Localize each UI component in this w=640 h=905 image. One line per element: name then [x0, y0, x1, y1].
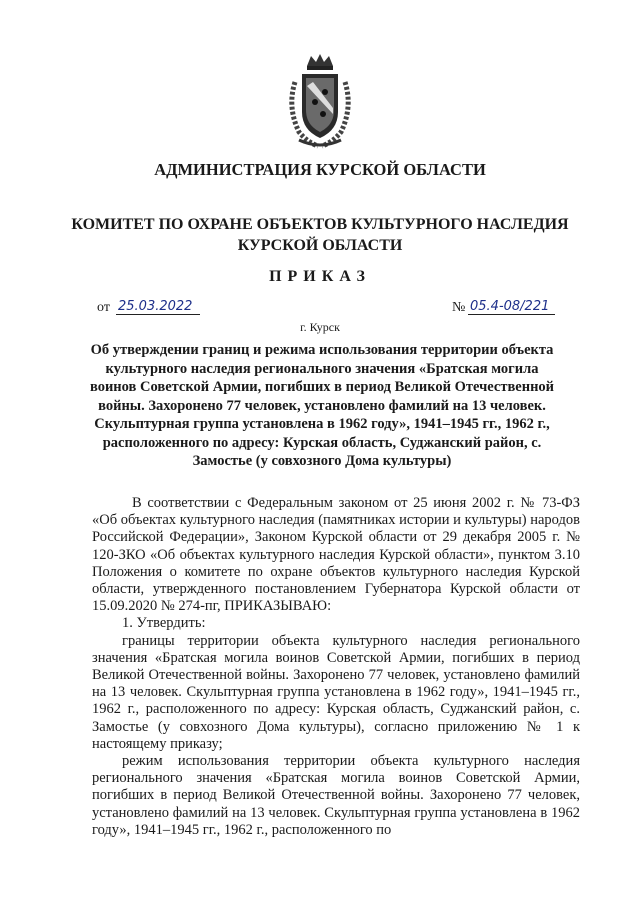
document-body [92, 495, 580, 839]
organization-heading: АДМИНИСТРАЦИЯ КУРСКОЙ ОБЛАСТИ [154, 160, 486, 179]
date-value: 25.03.2022 [116, 299, 200, 315]
number-label: № [452, 300, 466, 315]
committee-line-1: КОМИТЕТ ПО ОХРАНЕ ОБЪЕКТОВ КУЛЬТУРНОГО НАСЛЕДИЯ [71, 216, 569, 233]
document-type: ПРИКАЗ [269, 268, 371, 285]
paragraph-usage-regime: режим использования территории объекта культурного наследия регионального значения «Братская могила воинов Советской Армии, погибших в период Великой Отечественной войны. Захоронено 77 человек, установлено фамилий на 13 человек. Скульптурная группа установлена в 1962 году», 1941–1945 гг., 1962 г., расположенного по [92, 753, 580, 838]
paragraph-legal-basis: В соответствии с Федеральным законом от 25 июня 2002 г. № 73-ФЗ «Об объектах культурного наследия (памятниках истории и культуры) народов Российской Федерации», Законом Курской области от 29 декабря 2005 г. № 120-ЗКО «Об объектах культурного наследия Курской области», пунктом 3.10 Положения о комитете по охране объектов культурного наследия Курской области, утвержденного постановлением Губернатора Курской области от 15.09.2020 № 274-пг, ПРИКАЗЫВАЮ: [92, 495, 580, 615]
committee-heading [0, 214, 640, 256]
coat-of-arms-emblem [285, 52, 355, 150]
committee-line-2: КУРСКОЙ ОБЛАСТИ [237, 237, 403, 254]
number-value: 05.4-08/221 [468, 299, 555, 315]
city: г. Курск [300, 320, 340, 334]
document-title: Об утверждении границ и режима использования территории объекта культурного наследия регионального значения «Братская могила воинов Советской Армии, погибших в период Великой Отечественной войны. Захоронено 77 человек, установлено фамилий на 13 человек. Скульптурная группа установлена в 1962 году», 1941–1945 гг., 1962 г., расположенного по адресу: Курская область, Суджанский район, с. Замостье (у совхозного Дома культуры) [89, 342, 555, 469]
date-label: от [97, 300, 110, 315]
paragraph-approve: 1. Утвердить: [122, 615, 206, 632]
paragraph-boundaries: границы территории объекта культурного наследия регионального значения «Братская могила воинов Советской Армии, погибших в период Великой Отечественной войны. Захоронено 77 человек, установлено фамилий на 13 человек. Скульптурная группа установлена в 1962 году», 1941–1945 гг., 1962 г., расположенного по адресу: Курская область, Суджанский район, с. Замостье (у совхозного Дома культуры), согласно приложению № 1 к настоящему приказу; [92, 632, 580, 752]
